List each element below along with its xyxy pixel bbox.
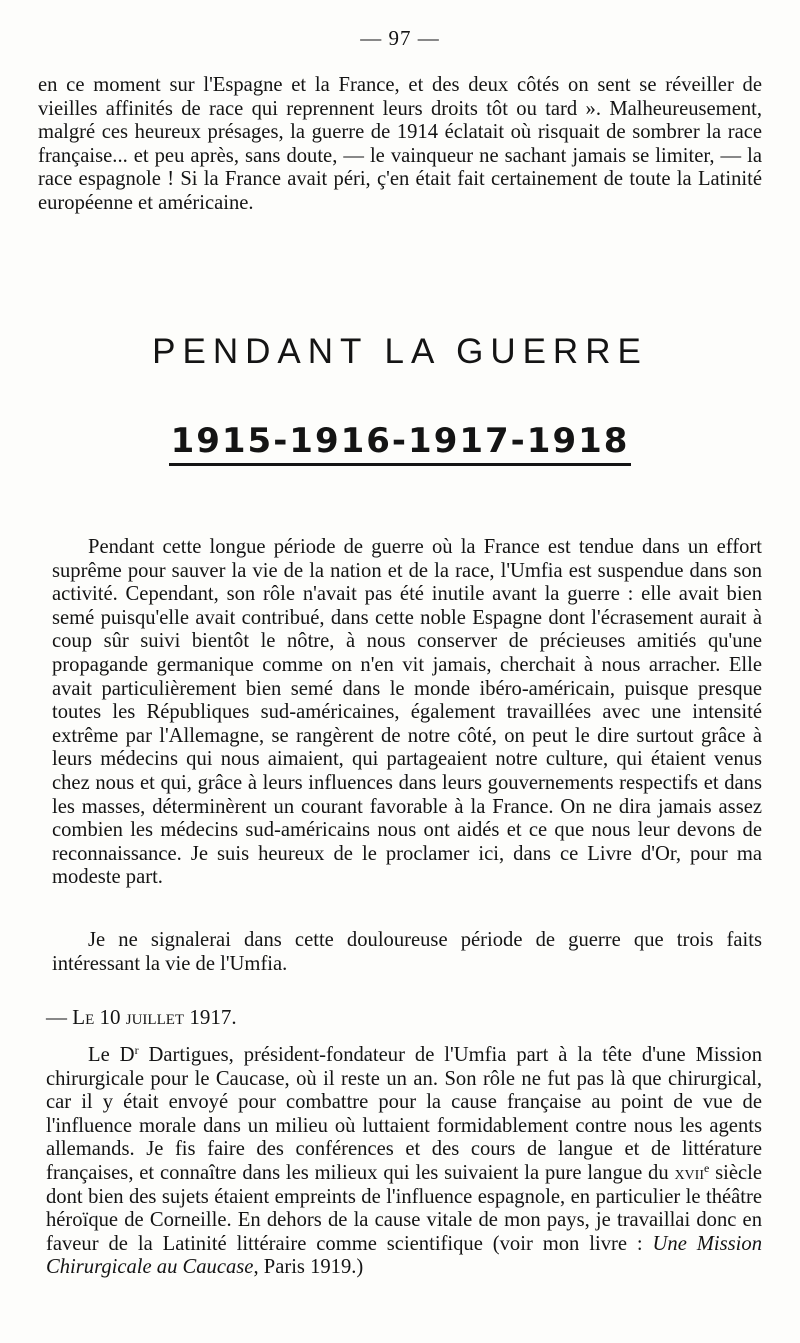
book-title: Une Mission Chirurgicale au Caucase <box>46 1232 762 1279</box>
doctor-abbrev-sup: r <box>134 1043 139 1057</box>
date-line <box>46 1005 237 1030</box>
second-paragraph: Je ne signalerai dans cette douloureuse période de guerre que trois faits intéressant la vie de l'Umfia. <box>52 929 762 975</box>
section-heading: PENDANT LA GUERRE <box>152 332 648 371</box>
last-paragraph-part-a: Dartigues, président-fondateur de l'Umfia part à la tête d'une Mission chirurgicale pour le Caucase, où il reste un an. Son rôle ne fut pas là que chirurgical, car il y était envoyé pour combattre pour la cause française au point de vue de l'influence morale dans un milieu où luttaient formidablement contre nous les agents allemands. Je fis faire des conférences et des cours de langue et de littérature françaises, et connaître dans les milieux qui les suivaient la pure langue du <box>46 1044 762 1184</box>
years-subheading: 1915-1916-1917-1918 <box>169 421 632 466</box>
date-text: Le 10 juillet <box>72 1005 185 1029</box>
last-paragraph-part-c: , Paris 1919.) <box>253 1256 364 1279</box>
top-paragraph: en ce moment sur l'Espagne et la France, et des deux côtés on sent se réveiller de vieilles affinités de race qui reprennent leurs droits tôt ou tard ». Malheureusement, malgré ces heureux présages, la guerre de 1914 éclatait où risquait de sombrer la race française... et peu après, sans doute, — le vainqueur ne sachant jamais se limiter, — la race espagnole ! Si la France avait péri, ç'en était fait certainement de toute la Latinité européenne et américaine. <box>38 74 762 214</box>
century-numeral: xvii <box>674 1161 704 1184</box>
last-paragraph-part-b: siècle dont bien des sujets étaient empreints de l'influence espagnole, en particulier le théâtre héroïque de Corneille. En dehors de la cause vitale de mon pays, je travaillai donc en faveur de la Latinité littéraire comme scientifique (voir mon livre : <box>46 1161 762 1255</box>
date-year: 1917. <box>184 1005 237 1029</box>
last-paragraph <box>46 1044 762 1280</box>
page-number: — 97 — <box>360 26 440 50</box>
century-sup: e <box>703 1160 710 1175</box>
main-paragraph: Pendant cette longue période de guerre où la France est tendue dans un effort suprême pour sauver la vie de la nation et de la race, l'Umfia est suspendue dans son activité. Cependant, son rôle n'avait pas été inutile avant la guerre : elle avait bien semé puisqu'elle avait contribué, dans cette noble Espagne dont l'écrasement aurait à coup sûr suivi bientôt le nôtre, à nous conserver de précieuses amitiés qu'une propagande germanique comme on n'en vit jamais, cherchait à nous arracher. Elle avait particulièrement bien semé dans le monde ibéro-américain, puisque presque toutes les Républiques sud-américaines, également travaillées avec une intensité extrême par l'Allemagne, se rangèrent de notre côté, on peut le dire surtout grâce à leurs médecins qui nous aimaient, qui partageaient notre culture, qui étaient venus chez nous et qui, grâce à leurs influences dans leurs gouvernements respectifs et dans les masses, déterminèrent un courant favorable à la France. On ne dira jamais assez combien les médecins sud-américains nous ont aidés et ce que nous leur devons de reconnaissance. Je suis heureux de le proclamer ici, dans ce Livre d'Or, pour ma modeste part. <box>52 536 762 889</box>
doctor-abbrev: Le D <box>88 1044 135 1066</box>
years-subheading-wrapper <box>0 421 800 466</box>
date-dash: — <box>46 1005 73 1029</box>
